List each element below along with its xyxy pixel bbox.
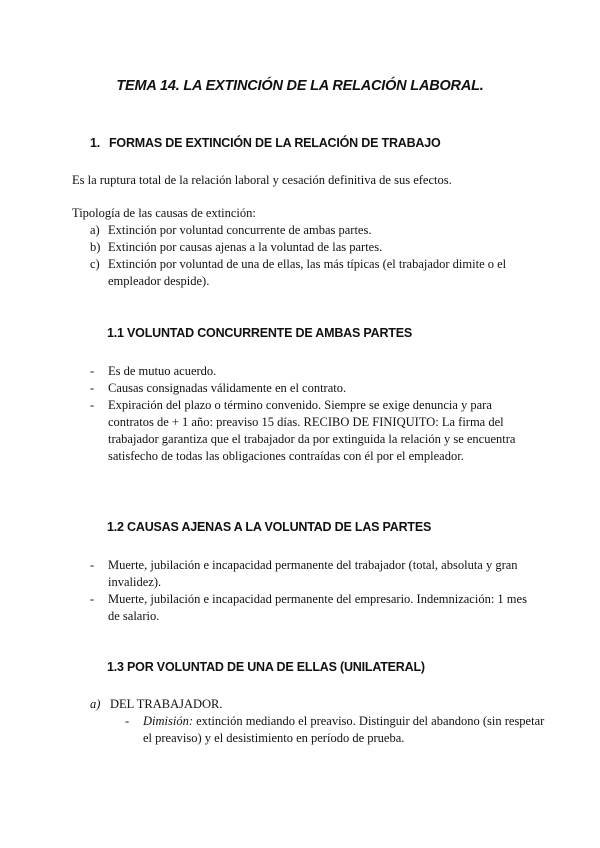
subsection-a bbox=[90, 696, 223, 713]
list-item-text: Muerte, jubilación e incapacidad permanente del trabajador (total, absoluta y gran invalidez). bbox=[108, 558, 518, 589]
typology-item bbox=[90, 222, 530, 239]
dimision-text: extinción mediando el preaviso. Distinguir del abandono (sin respetar el preaviso) y el desistimiento en período de prueba. bbox=[143, 714, 545, 745]
dimision-term: Dimisión: bbox=[143, 714, 193, 728]
list-item-text: Muerte, jubilación e incapacidad permanente del empresario. Indemnización: 1 mes de salario. bbox=[108, 592, 527, 623]
section-1-1-heading: 1.1 VOLUNTAD CONCURRENTE DE AMBAS PARTES bbox=[107, 326, 412, 340]
list-item-text: Es de mutuo acuerdo. bbox=[108, 364, 217, 378]
typology-item bbox=[90, 256, 530, 290]
list-item bbox=[90, 591, 530, 625]
list-item-text: Extinción por voluntad concurrente de ambas partes. bbox=[108, 223, 372, 237]
dash-marker: - bbox=[90, 381, 95, 395]
subsection-label: DEL TRABAJADOR. bbox=[110, 697, 223, 711]
list-marker: c) bbox=[90, 257, 100, 271]
list-item bbox=[90, 380, 530, 397]
section-1-2-heading: 1.2 CAUSAS AJENAS A LA VOLUNTAD DE LAS PARTES bbox=[107, 520, 432, 534]
list-item bbox=[90, 363, 530, 380]
section-1-number: 1. bbox=[90, 136, 101, 150]
list-item bbox=[90, 397, 530, 465]
dash-marker: - bbox=[90, 592, 95, 606]
list-item-text bbox=[143, 713, 545, 747]
list-item bbox=[125, 713, 545, 747]
section-1-heading-text: FORMAS DE EXTINCIÓN DE LA RELACIÓN DE TRABAJO bbox=[109, 136, 441, 150]
dash-marker: - bbox=[90, 558, 95, 572]
list-item bbox=[90, 557, 530, 591]
list-item-text: Causas consignadas válidamente en el contrato. bbox=[108, 381, 347, 395]
subsection-marker: a) bbox=[90, 697, 101, 711]
definition-paragraph: Es la ruptura total de la relación laboral y cesación definitiva de sus efectos. bbox=[72, 173, 452, 187]
dash-marker: - bbox=[90, 364, 95, 378]
typology-item bbox=[90, 239, 530, 256]
document-title: TEMA 14. LA EXTINCIÓN DE LA RELACIÓN LABORAL. bbox=[116, 78, 484, 94]
section-1-3-heading: 1.3 POR VOLUNTAD DE UNA DE ELLAS (UNILATERAL) bbox=[107, 660, 425, 674]
list-marker: a) bbox=[90, 223, 100, 237]
list-marker: b) bbox=[90, 240, 101, 254]
list-item-text: Extinción por voluntad de una de ellas, las más típicas (el trabajador dimite o el empleador despide). bbox=[108, 257, 507, 288]
list-item-text: Extinción por causas ajenas a la voluntad de las partes. bbox=[108, 240, 383, 254]
section-1-heading bbox=[90, 136, 441, 150]
typology-label: Tipología de las causas de extinción: bbox=[72, 206, 256, 220]
list-item-text: Expiración del plazo o término convenido. Siempre se exige denuncia y para contratos de + 1 año: preaviso 15 días. RECIBO DE FINIQUITO: La firma del trabajador garantiza que el trabajador da por extinguida la relación y se encuentra satisfecho de todas las obligaciones contraídas con él por el empleador. bbox=[108, 398, 516, 463]
dash-marker: - bbox=[90, 398, 95, 412]
dash-marker: - bbox=[125, 714, 130, 728]
